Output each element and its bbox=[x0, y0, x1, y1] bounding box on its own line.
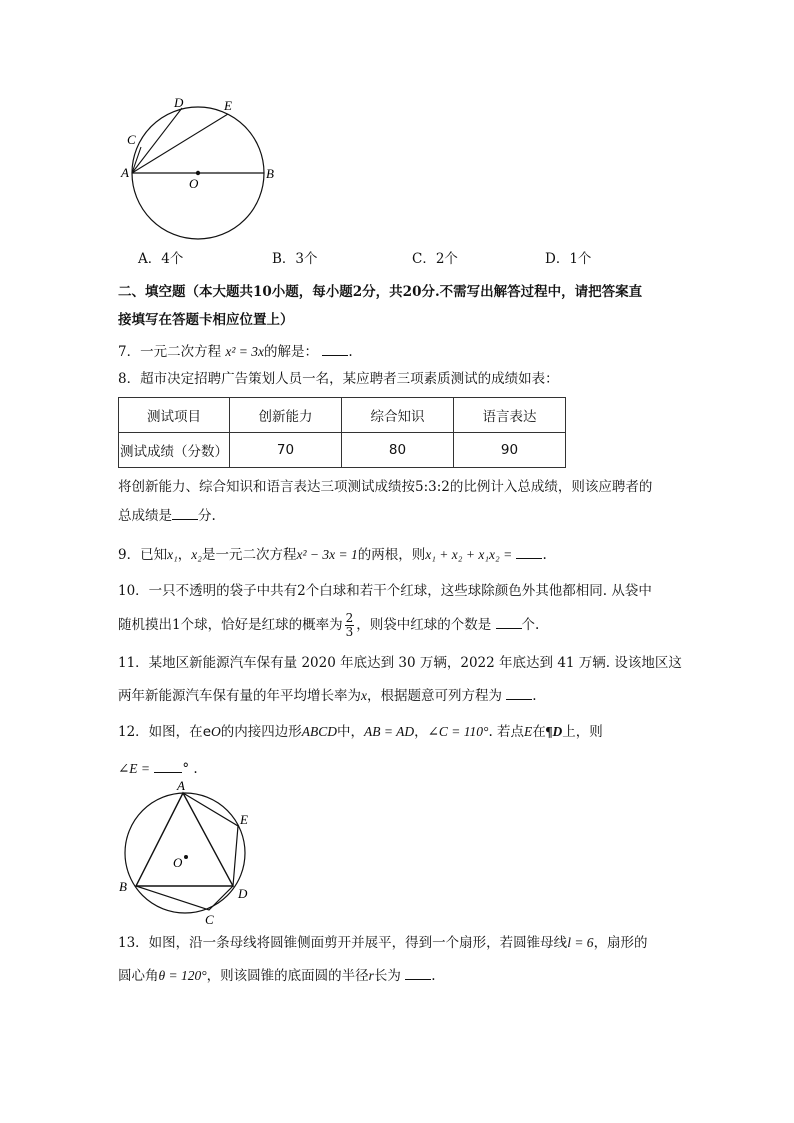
q8-line2-suffix: 分. bbox=[198, 508, 216, 524]
q12-o: O bbox=[211, 724, 221, 739]
q7-prefix: 7．一元二次方程 bbox=[118, 344, 222, 360]
question-10-line2 bbox=[118, 612, 539, 639]
label-d: D bbox=[238, 886, 248, 901]
q9-x1: x₁ bbox=[167, 547, 178, 562]
q13-line1-suffix: ，扇形的 bbox=[593, 935, 648, 951]
q12-sep: ， bbox=[414, 724, 428, 740]
q11-line2-mid: ，根据题意可列方程为 bbox=[367, 688, 502, 704]
section-header-line1: 二、填空题（本大题共10小题，每小题2分，共20分.不需写出解答过程中，请把答案直 bbox=[118, 284, 643, 300]
q13-line2-mid: ，则该圆锥的底面圆的半径 bbox=[206, 968, 369, 984]
question-13-line2 bbox=[118, 965, 436, 986]
table-header-cell: 测试项目 bbox=[119, 398, 230, 433]
label-a: A bbox=[177, 778, 185, 793]
scores-table bbox=[118, 397, 566, 468]
q11-end: . bbox=[532, 688, 537, 704]
q7-end: . bbox=[348, 344, 353, 360]
circle-o bbox=[125, 793, 245, 913]
question-10-line1: 10．一只不透明的袋子中共有2个白球和若干个红球，这些球除颜色外其他都相同. 从袋中 bbox=[118, 583, 652, 599]
question-9 bbox=[118, 544, 547, 565]
q9-equation: x² − 3x = 1 bbox=[296, 547, 358, 562]
q12-answer-blank[interactable] bbox=[154, 758, 182, 773]
label-o: O bbox=[173, 855, 183, 870]
question-13-line1 bbox=[118, 933, 648, 953]
label-b: B bbox=[119, 879, 127, 894]
q12-mid2: 中， bbox=[337, 724, 364, 740]
question-8-intro: 8．超市决定招聘广告策划人员一名，某应聘者三项素质测试的成绩如表： bbox=[118, 371, 559, 387]
table-cell: 70 bbox=[230, 433, 342, 468]
chord-ad bbox=[132, 108, 182, 173]
q13-l-eq: l = 6 bbox=[567, 935, 594, 950]
figure-circle-diameter bbox=[118, 92, 278, 244]
q9-answer-blank[interactable] bbox=[516, 544, 542, 559]
table-header-cell: 语言表达 bbox=[454, 398, 566, 433]
q12-mid: 的内接四边形 bbox=[220, 724, 302, 740]
q13-prefix: 13．如图，沿一条母线将圆锥侧面剪开并展平，得到一个扇形，若圆锥母线 bbox=[118, 935, 568, 951]
figure-inscribed-quadrilateral bbox=[110, 778, 260, 928]
q11-var: x bbox=[361, 688, 367, 703]
chord-ae bbox=[132, 114, 228, 173]
q13-end: . bbox=[431, 968, 436, 984]
table-header-cell: 综合知识 bbox=[342, 398, 454, 433]
path-bcd bbox=[136, 886, 233, 910]
option-b: B．3个 bbox=[272, 251, 318, 267]
label-d: D bbox=[174, 95, 184, 110]
table-cell: 80 bbox=[342, 433, 454, 468]
triangle-abd bbox=[136, 793, 233, 886]
q10-answer-blank[interactable] bbox=[496, 614, 522, 629]
label-o: O bbox=[189, 176, 199, 191]
q10-line2-prefix: 随机摸出1个球，恰好是红球的概率为 bbox=[118, 617, 343, 633]
q12-angle-e: ∠E = bbox=[118, 761, 151, 776]
q13-line2-prefix: 圆心角 bbox=[118, 968, 159, 984]
q7-suffix: 的解是： bbox=[264, 344, 319, 360]
label-c: C bbox=[205, 912, 214, 927]
q8-answer-blank[interactable] bbox=[172, 505, 198, 520]
question-8-text-line1: 将创新能力、综合知识和语言表达三项测试成绩按5:3:2的比例计入总成绩，则该应聘者的 bbox=[118, 479, 653, 495]
q12-end: 上，则 bbox=[562, 724, 603, 740]
center-point bbox=[196, 171, 200, 175]
q12-arc: ¶D bbox=[545, 724, 563, 739]
q11-answer-blank[interactable] bbox=[506, 685, 532, 700]
question-12-line2 bbox=[118, 758, 198, 779]
question-12-line1 bbox=[118, 722, 603, 742]
q13-theta-eq: θ = 120° bbox=[158, 968, 207, 983]
q11-line2-prefix: 两年新能源汽车保有量的年平均增长率为 bbox=[118, 688, 361, 704]
q9-mid2: 的两根，则 bbox=[357, 547, 426, 563]
q12-line2-suffix: ° . bbox=[182, 761, 198, 777]
table-row bbox=[119, 398, 566, 433]
table-header-cell: 创新能力 bbox=[230, 398, 342, 433]
option-a: A．4个 bbox=[138, 251, 184, 267]
q10-line2-suffix: 个. bbox=[521, 617, 540, 633]
q13-answer-blank[interactable] bbox=[405, 965, 431, 980]
center-point bbox=[184, 855, 188, 859]
q13-r: r bbox=[368, 968, 374, 983]
q9-end: . bbox=[542, 547, 547, 563]
q10-fraction bbox=[345, 612, 355, 639]
option-d: D．1个 bbox=[545, 251, 592, 267]
label-e: E bbox=[224, 98, 232, 113]
q10-line2-mid: ，则袋中红球的个数是 bbox=[356, 617, 492, 633]
question-11-line2 bbox=[118, 685, 537, 706]
table-cell: 90 bbox=[454, 433, 566, 468]
label-a: A bbox=[121, 165, 129, 180]
q9-x2: x₂ bbox=[191, 547, 202, 562]
option-c: C．2个 bbox=[412, 251, 458, 267]
q12-prefix: 12．如图，在 bbox=[118, 724, 203, 740]
label-b: B bbox=[266, 166, 274, 181]
q9-prefix: 9．已知 bbox=[118, 547, 168, 563]
table-row bbox=[119, 433, 566, 468]
q8-line2-prefix: 总成绩是 bbox=[118, 508, 172, 524]
q12-e: E bbox=[524, 724, 533, 739]
q10-frac-den: 3 bbox=[345, 625, 354, 639]
q10-frac-num: 2 bbox=[345, 611, 354, 625]
table-cell: 测试成绩（分数） bbox=[119, 433, 230, 468]
q9-mid: 是一元二次方程 bbox=[201, 547, 297, 563]
label-c: C bbox=[127, 132, 136, 147]
question-7 bbox=[118, 341, 353, 362]
q12-quad: ABCD bbox=[301, 724, 337, 739]
q7-equation: x² = 3x bbox=[225, 344, 265, 359]
q12-eq1: AB = AD bbox=[364, 724, 415, 739]
q12-circle-symbol: e bbox=[202, 724, 211, 740]
q12-eq2: ∠C = 110° bbox=[427, 724, 489, 739]
question-11-line1: 11．某地区新能源汽车保有量 2020 年底达到 30 万辆，2022 年底达到 41 万辆. 设该地区这 bbox=[118, 655, 682, 671]
question-8-text-line2 bbox=[118, 505, 216, 526]
q12-mid4: 在 bbox=[532, 724, 546, 740]
q7-answer-blank[interactable] bbox=[322, 341, 348, 356]
q9-sep: ， bbox=[177, 547, 192, 563]
q9-expression: x₁ + x₂ + x₁x₂ = bbox=[425, 547, 513, 562]
q13-line2-mid2: 长为 bbox=[373, 968, 401, 984]
label-e: E bbox=[240, 812, 248, 827]
section-header-line2: 接填写在答题卡相应位置上） bbox=[118, 312, 294, 328]
q12-mid3: . 若点 bbox=[488, 724, 525, 740]
